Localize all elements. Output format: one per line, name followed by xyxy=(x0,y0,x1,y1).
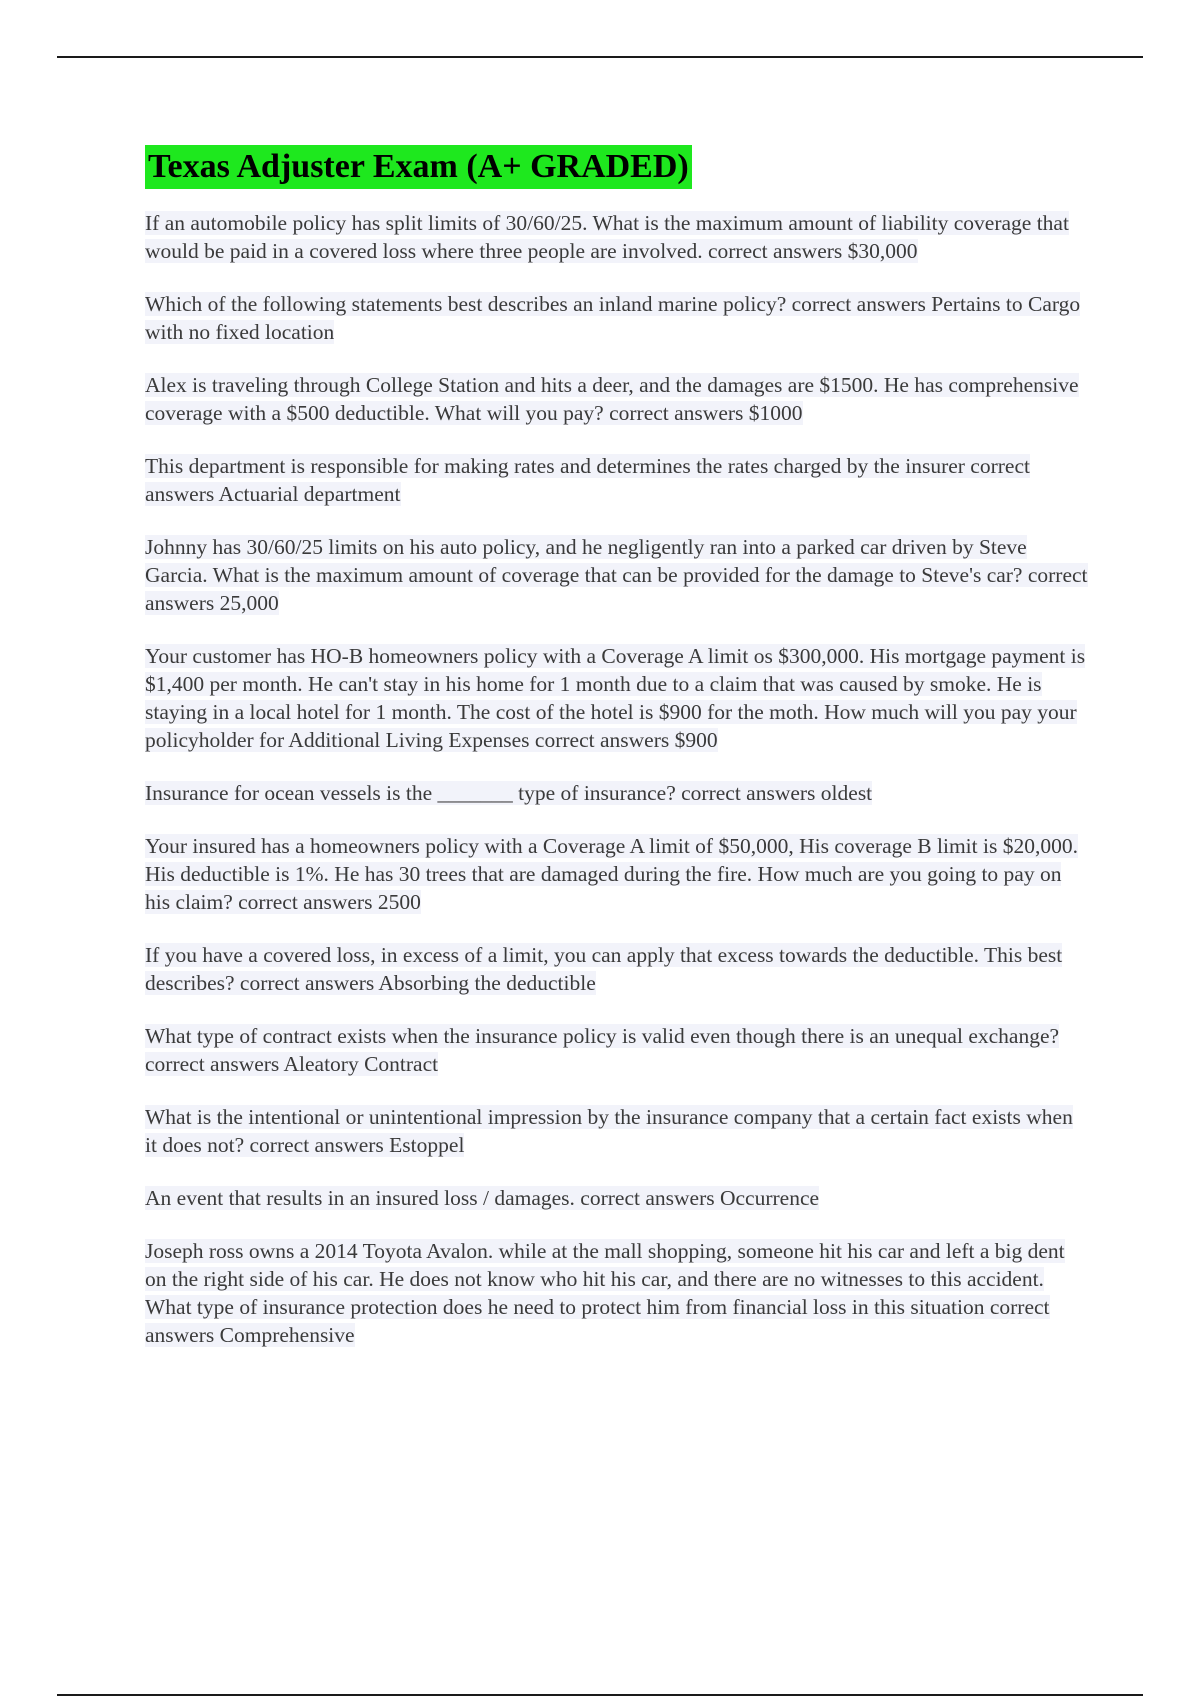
qa-item: Alex is traveling through College Station and hits a deer, and the damages are $1500. He has comprehensive coverage with a $500 deductible. What will you pay? correct answers $1000 xyxy=(145,373,1079,425)
qa-item: An event that results in an insured loss / damages. correct answers Occurrence xyxy=(145,1186,820,1210)
top-rule xyxy=(57,56,1143,58)
qa-item: If you have a covered loss, in excess of a limit, you can apply that excess towards the deductible. This best describes? correct answers Absorbing the deductible xyxy=(145,943,1063,995)
qa-item: If an automobile policy has split limits of 30/60/25. What is the maximum amount of liability coverage that would be paid in a covered loss where three people are involved. correct answers $30,000 xyxy=(145,211,1069,263)
qa-item: Which of the following statements best describes an inland marine policy? correct answers Pertains to Cargo with no fixed location xyxy=(145,292,1081,344)
qa-item: What type of contract exists when the insurance policy is valid even though there is an unequal exchange? correct answers Aleatory Contract xyxy=(145,1024,1060,1076)
qa-item: Insurance for ocean vessels is the _______ type of insurance? correct answers oldest xyxy=(145,781,873,805)
bottom-rule xyxy=(57,1694,1143,1696)
qa-item: Your customer has HO-B homeowners policy with a Coverage A limit os $300,000. His mortgage payment is $1,400 per month. He can't stay in his home for 1 month due to a claim that was caused by smoke. He is staying in a local hotel for 1 month. The cost of the hotel is $900 for the moth. How much will you pay your policyholder for Additional Living Expenses correct answers $900 xyxy=(145,644,1086,752)
qa-item: Johnny has 30/60/25 limits on his auto policy, and he negligently ran into a parked car driven by Steve Garcia. What is the maximum amount of coverage that can be provided for the damage to Steve's car? correct answers 25,000 xyxy=(145,535,1088,615)
qa-item: Your insured has a homeowners policy with a Coverage A limit of $50,000, His coverage B limit is $20,000. His deductible is 1%. He has 30 trees that are damaged during the fire. How much are you going to pay on his claim? correct answers 2500 xyxy=(145,834,1078,914)
qa-item: This department is responsible for making rates and determines the rates charged by the insurer correct answers Actuarial department xyxy=(145,454,1030,506)
qa-item: Joseph ross owns a 2014 Toyota Avalon. while at the mall shopping, someone hit his car and left a big dent on the right side of his car. He does not know who hit his car, and there are no witnesses to this accident. What type of insurance protection does he need to protect him from financial loss in this situation correct answers Comprehensive xyxy=(145,1239,1065,1347)
page-title: Texas Adjuster Exam (A+ GRADED) xyxy=(145,145,692,189)
qa-item: What is the intentional or unintentional impression by the insurance company that a certain fact exists when it does not? correct answers Estoppel xyxy=(145,1105,1073,1157)
document-body xyxy=(145,145,1090,1374)
